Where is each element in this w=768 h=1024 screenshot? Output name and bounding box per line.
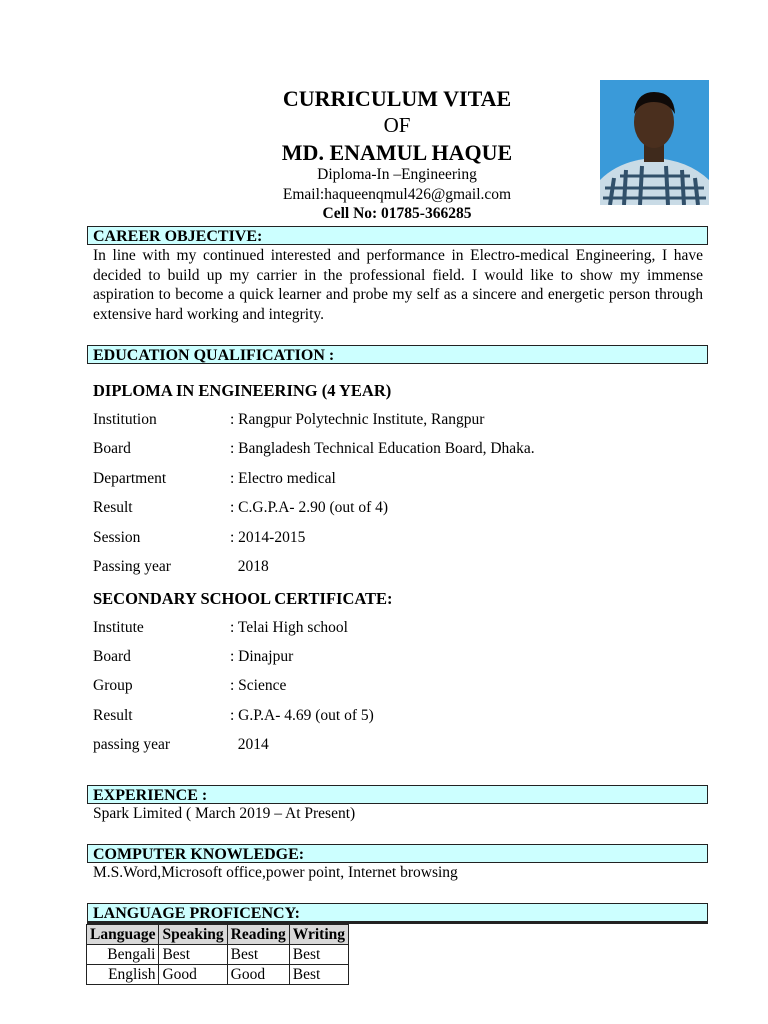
- career-objective-heading: CAREER OBJECTIVE:: [87, 226, 708, 245]
- table-cell: Best: [159, 945, 227, 965]
- row-label: Board: [93, 648, 131, 665]
- table-cell: Best: [227, 945, 289, 965]
- computer-knowledge-text: M.S.Word,Microsoft office,power point, Internet browsing: [93, 864, 458, 881]
- row-value: : Rangpur Polytechnic Institute, Rangpur: [230, 411, 485, 428]
- row-label: Institution: [93, 411, 157, 428]
- column-header: Writing: [289, 925, 348, 945]
- row-value: : Telai High school: [230, 619, 348, 636]
- table-cell: Best: [289, 965, 348, 985]
- row-label: Passing year: [93, 558, 171, 575]
- row-label: Institute: [93, 619, 144, 636]
- cell-line: Cell No: 01785-366285: [322, 205, 472, 222]
- career-objective-text: In line with my continued interested and performance in Electro-medical Engineering, I have decided to build up my carrier in the professional field. I would like to show my immense aspiration to become a quick learner and probe my self as a sincere and energetic person through extensive hard working and integrity.: [93, 247, 703, 323]
- candidate-name: MD. ENAMUL HAQUE: [281, 140, 513, 165]
- row-label: passing year: [93, 736, 171, 753]
- ssc-title: SECONDARY SCHOOL CERTIFICATE:: [93, 589, 393, 608]
- column-header: Speaking: [159, 925, 227, 945]
- row-label: Result: [93, 499, 133, 516]
- experience-text: Spark Limited ( March 2019 – At Present): [93, 805, 356, 822]
- row-label: Department: [93, 470, 167, 487]
- table-header-row: [87, 925, 349, 945]
- table-cell: Best: [289, 945, 348, 965]
- row-value: : Dinajpur: [230, 648, 294, 665]
- cv-title-of: OF: [383, 113, 411, 137]
- person-photo-icon: [600, 80, 709, 205]
- education-heading: EDUCATION QUALIFICATION :: [87, 345, 708, 364]
- computer-knowledge-heading: COMPUTER KNOWLEDGE:: [87, 844, 708, 863]
- row-value: : G.P.A- 4.69 (out of 5): [230, 707, 374, 724]
- table-cell: Good: [227, 965, 289, 985]
- language-heading: LANGUAGE PROFICENCY:: [87, 903, 708, 922]
- qualification-line: Diploma-In –Engineering: [317, 166, 477, 183]
- row-value: 2018: [230, 558, 269, 575]
- row-value: : 2014-2015: [230, 529, 306, 546]
- table-cell: Good: [159, 965, 227, 985]
- table-cell: English: [87, 965, 159, 985]
- cv-title: CURRICULUM VITAE: [282, 86, 512, 111]
- row-label: Result: [93, 707, 133, 724]
- row-value: : Science: [230, 677, 287, 694]
- row-label: Board: [93, 440, 131, 457]
- diploma-title: DIPLOMA IN ENGINEERING (4 YEAR): [93, 381, 392, 400]
- row-value: : Bangladesh Technical Education Board, Dhaka.: [230, 440, 535, 457]
- row-value: 2014: [230, 736, 269, 753]
- row-value: : Electro medical: [230, 470, 336, 487]
- column-header: Reading: [227, 925, 289, 945]
- row-value: : C.G.P.A- 2.90 (out of 4): [230, 499, 389, 516]
- column-header: Language: [87, 925, 159, 945]
- email-line: Email:haqueenqmul426@gmail.com: [282, 186, 512, 203]
- row-label: Group: [93, 677, 133, 694]
- table-row: [87, 965, 349, 985]
- row-label: Session: [93, 529, 141, 546]
- language-table: [86, 924, 349, 985]
- profile-photo: [600, 80, 709, 205]
- table-cell: Bengali: [87, 945, 159, 965]
- table-row: [87, 945, 349, 965]
- experience-heading: EXPERIENCE :: [87, 785, 708, 804]
